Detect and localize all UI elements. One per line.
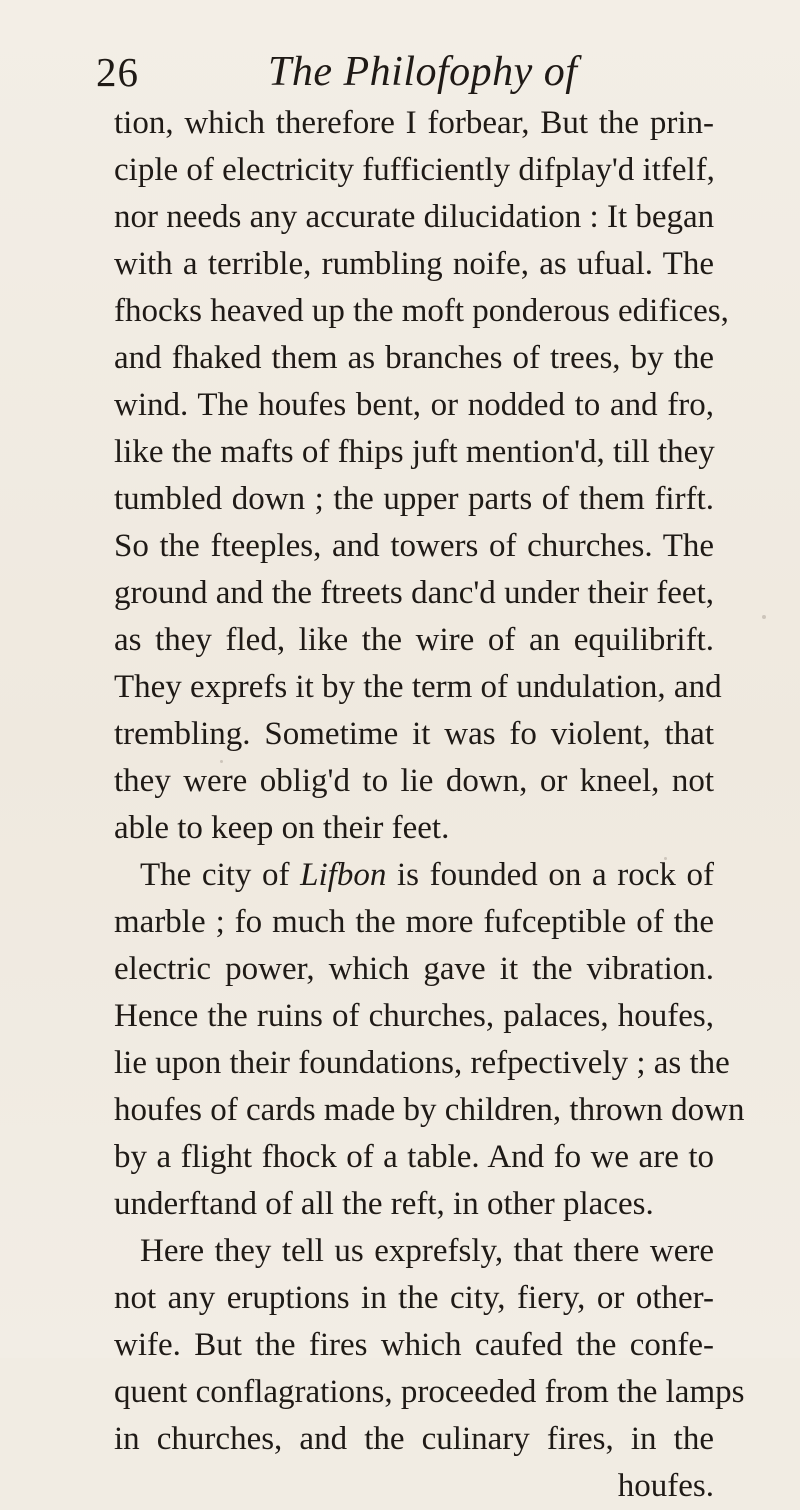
text-line: tumbled down ; the upper parts of them firft. [114,481,714,517]
text-line: able to keep on their feet. [114,810,450,846]
body-text [114,100,745,1510]
text-line: houfes. [617,1468,714,1504]
place-name-italic: Lifbon [300,857,387,893]
page-header [96,42,716,102]
text-line: by a flight fhock of a table. And fo we are to [114,1139,714,1175]
text-line: marble ; fo much the more fufceptible of the [114,904,714,940]
text-line: electric power, which gave it the vibration. [114,951,714,987]
text-line: not any eruptions in the city, fiery, or other- [114,1280,714,1316]
paper-speck [762,615,766,619]
text-line: wife. But the fires which caufed the confe- [114,1327,714,1363]
paragraph-start-line: Here they tell us exprefsly, that there were [140,1233,714,1269]
text-line: with a terrible, rumbling noife, as ufual. The [114,246,714,282]
paragraph-start-line [114,852,714,899]
text-line: quent conflagrations, proceeded from the lamps [114,1374,745,1410]
text-segment: The city of [140,857,301,893]
text-line: ground and the ftreets danc'd under their feet, [114,575,714,611]
text-line: So the fteeples, and towers of churches. The [114,528,714,564]
running-title: The Philofophy of [268,49,578,95]
text-line: like the mafts of fhips juft mention'd, till they [114,434,715,470]
text-line: nor needs any accurate dilucidation : It began [114,199,715,235]
text-line: houfes of cards made by children, thrown down [114,1092,745,1128]
paper-speck [664,857,667,860]
text-line: tion, which therefore I forbear, But the prin- [114,105,714,141]
text-line: as they fled, like the wire of an equilibrift. [114,622,714,658]
text-line: Hence the ruins of churches, palaces, houfes, [114,998,714,1034]
text-line: underftand of all the reft, in other places. [114,1186,654,1222]
page-number: 26 [96,49,139,95]
text-segment: is founded on a rock of [386,857,715,893]
text-line: in churches, and the culinary fires, in the [114,1421,714,1457]
text-line: ciple of electricity fufficiently difplay'd itfelf, [114,152,715,188]
text-line: lie upon their foundations, refpectively ; as the [114,1045,730,1081]
text-line: They exprefs it by the term of undulation, and [114,669,722,705]
text-line: wind. The houfes bent, or nodded to and fro, [114,387,714,423]
paper-speck [220,760,223,763]
text-line: trembling. Sometime it was fo violent, that [114,716,714,752]
text-line: and fhaked them as branches of trees, by the [114,340,714,376]
text-line: they were oblig'd to lie down, or kneel, not [114,763,714,799]
text-line: fhocks heaved up the moft ponderous edifices, [114,293,729,329]
